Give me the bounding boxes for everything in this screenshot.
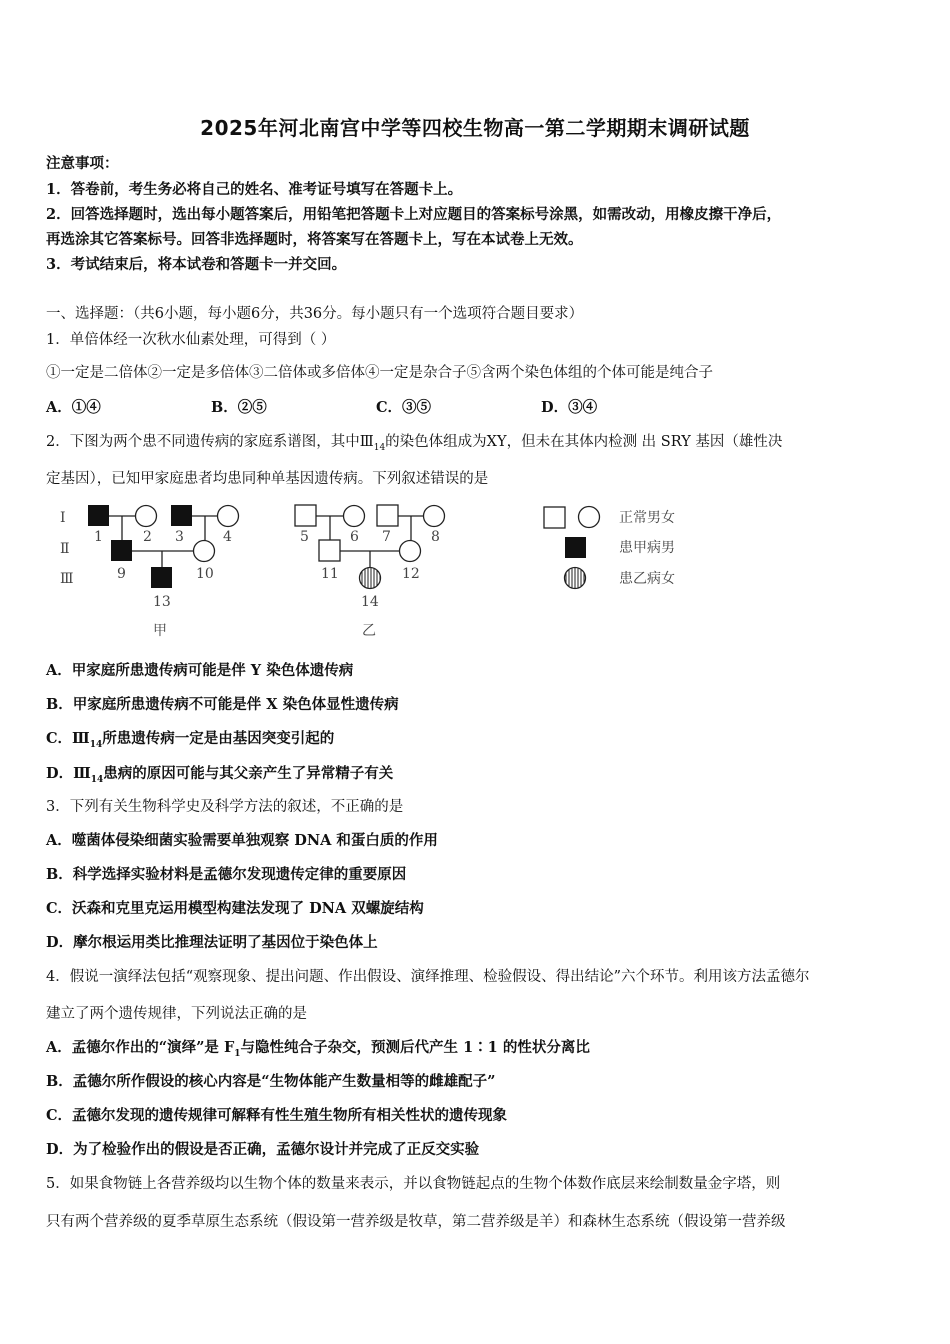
- question-5-stem-cont: 只有两个营养级的夏季草原生态系统（假设第一营养级是牧草，第二营养级是羊）和森林生态系统（假设第一营养级: [46, 1214, 786, 1230]
- individual-number: 7: [382, 529, 391, 545]
- notice-item: 再选涂其它答案标号。回答非选择题时，将答案写在答题卡上，写在本试卷上无效。: [46, 231, 583, 248]
- individual-number: 8: [431, 529, 440, 545]
- notice-item: 1．答卷前，考生务必将自己的姓名、准考证号填写在答题卡上。: [46, 181, 463, 198]
- individual-5-normal-male: [295, 505, 316, 526]
- individual-12-normal-female: [400, 541, 421, 562]
- pedigree-figure: [40, 495, 720, 645]
- individual-1-affected-male: [88, 505, 109, 526]
- individual-number: 11: [321, 566, 339, 582]
- family-label: 乙: [362, 623, 376, 639]
- question-4-stem-cont: 建立了两个遗传规律，下列说法正确的是: [46, 1006, 307, 1022]
- individual-number: 2: [143, 529, 152, 545]
- legend-label: 患甲病男: [619, 540, 675, 556]
- question-1-stem: 1．单倍体经一次秋水仙素处理，可得到（ ）: [46, 332, 336, 348]
- individual-number: 4: [223, 529, 232, 545]
- option-a[interactable]: A．甲家庭所患遗传病可能是伴 Y 染色体遗传病: [46, 662, 354, 679]
- question-5-stem: 5．如果食物链上各营养级均以生物个体的数量来表示，并以食物链起点的生物个体数作底层来绘制数量金字塔，则: [46, 1176, 781, 1192]
- individual-number: 1: [94, 529, 103, 545]
- individual-9-affected-male: [111, 540, 132, 561]
- notice-item: 2．回答选择题时，选出每小题答案后，用铅笔把答题卡上对应题目的答案标号涂黑，如需改动，用橡皮擦干净后，: [46, 206, 782, 223]
- option-a[interactable]: A．孟德尔作出的“演绎”是 $F_1$与隐性纯合子杂交，预测后代产生 1∶1 的性状分离比: [46, 1039, 590, 1059]
- question-4-stem: 4．假说一演绎法包括“观察现象、提出问题、作出假设、演绎推理、检验假设、得出结论”六个环节。利用该方法孟德尔: [46, 969, 810, 985]
- generation-label: Ⅱ: [60, 541, 70, 557]
- question-3-stem: 3．下列有关生物科学史及科学方法的叙述，不正确的是: [46, 799, 404, 815]
- individual-11-normal-male: [319, 540, 340, 561]
- legend-affected-male-symbol: [565, 537, 586, 558]
- option-c[interactable]: C．孟德尔发现的遗传规律可解释有性生殖生物所有相关性状的遗传现象: [46, 1107, 508, 1124]
- generation-label: Ⅰ: [60, 510, 66, 526]
- question-2-stem-cont: 定基因），已知甲家庭患者均患同种单基因遗传病。下列叙述错误的是: [46, 471, 489, 487]
- notice-heading: 注意事项：: [46, 155, 119, 172]
- individual-number: 10: [196, 566, 214, 582]
- option-b[interactable]: B．科学选择实验材料是孟德尔发现遗传定律的重要原因: [46, 866, 407, 883]
- individual-number: 13: [153, 594, 171, 610]
- individual-3-affected-male: [171, 505, 192, 526]
- option-d[interactable]: D．为了检验作出的假设是否正确，孟德尔设计并完成了正反交实验: [46, 1141, 480, 1158]
- option-d[interactable]: D．$Ⅲ_{14}$患病的原因可能与其父亲产生了异常精子有关: [46, 765, 394, 785]
- option-c[interactable]: C．③⑤: [376, 399, 432, 416]
- option-b[interactable]: B．孟德尔所作假设的核心内容是“生物体能产生数量相等的雌雄配子”: [46, 1073, 496, 1090]
- generation-label: Ⅲ: [60, 571, 74, 587]
- individual-4-normal-female: [218, 506, 239, 527]
- individual-8-normal-female: [424, 506, 445, 527]
- legend-label: 正常男女: [619, 510, 675, 526]
- legend-disease-b-female-symbol: [565, 568, 586, 589]
- individual-number: 14: [361, 594, 379, 610]
- option-c[interactable]: C．沃森和克里克运用模型构建法发现了 DNA 双螺旋结构: [46, 900, 424, 917]
- section-heading: 一、选择题：（共6小题，每小题6分，共36分。每小题只有一个选项符合题目要求）: [46, 306, 584, 322]
- individual-number: 12: [402, 566, 420, 582]
- legend-normal-male-symbol: [544, 507, 565, 528]
- individual-7-normal-male: [377, 505, 398, 526]
- option-b[interactable]: B．甲家庭所患遗传病不可能是伴 X 染色体显性遗传病: [46, 696, 399, 713]
- option-d[interactable]: D．③④: [541, 399, 598, 416]
- individual-number: 3: [175, 529, 184, 545]
- option-b[interactable]: B．②⑤: [211, 399, 267, 416]
- individual-10-normal-female: [194, 541, 215, 562]
- question-1-options: [46, 396, 916, 417]
- individual-13-affected-male: [151, 567, 172, 588]
- legend-label: 患乙病女: [619, 571, 675, 587]
- page-title: 2025年河北南宫中学等四校生物高一第二学期期末调研试题: [200, 116, 750, 140]
- question-2-stem: 2．下图为两个患不同遗传病的家庭系谱图，其中$Ⅲ_{14}$的染色体组成为XY，但未在其体内检测 出 SRY 基因（雄性决: [46, 434, 783, 453]
- option-a[interactable]: A．噬菌体侵染细菌实验需要单独观察 DNA 和蛋白质的作用: [46, 832, 438, 849]
- legend-normal-female-symbol: [579, 507, 600, 528]
- notice-item: 3．考试结束后，将本试卷和答题卡一并交回。: [46, 256, 347, 273]
- individual-number: 6: [350, 529, 359, 545]
- individual-6-normal-female: [344, 506, 365, 527]
- individual-number: 9: [117, 566, 126, 582]
- option-c[interactable]: C．$Ⅲ_{14}$所患遗传病一定是由基因突变引起的: [46, 730, 335, 750]
- individual-2-normal-female: [136, 506, 157, 527]
- option-d[interactable]: D．摩尔根运用类比推理法证明了基因位于染色体上: [46, 934, 378, 951]
- question-1-statements: ①一定是二倍体②一定是多倍体③二倍体或多倍体④一定是杂合子⑤含两个染色体组的个体可能是纯合子: [46, 365, 713, 381]
- individual-14-disease-b-female: [360, 568, 381, 589]
- option-a[interactable]: A．①④: [46, 399, 101, 416]
- family-label: 甲: [153, 623, 167, 639]
- individual-number: 5: [300, 529, 309, 545]
